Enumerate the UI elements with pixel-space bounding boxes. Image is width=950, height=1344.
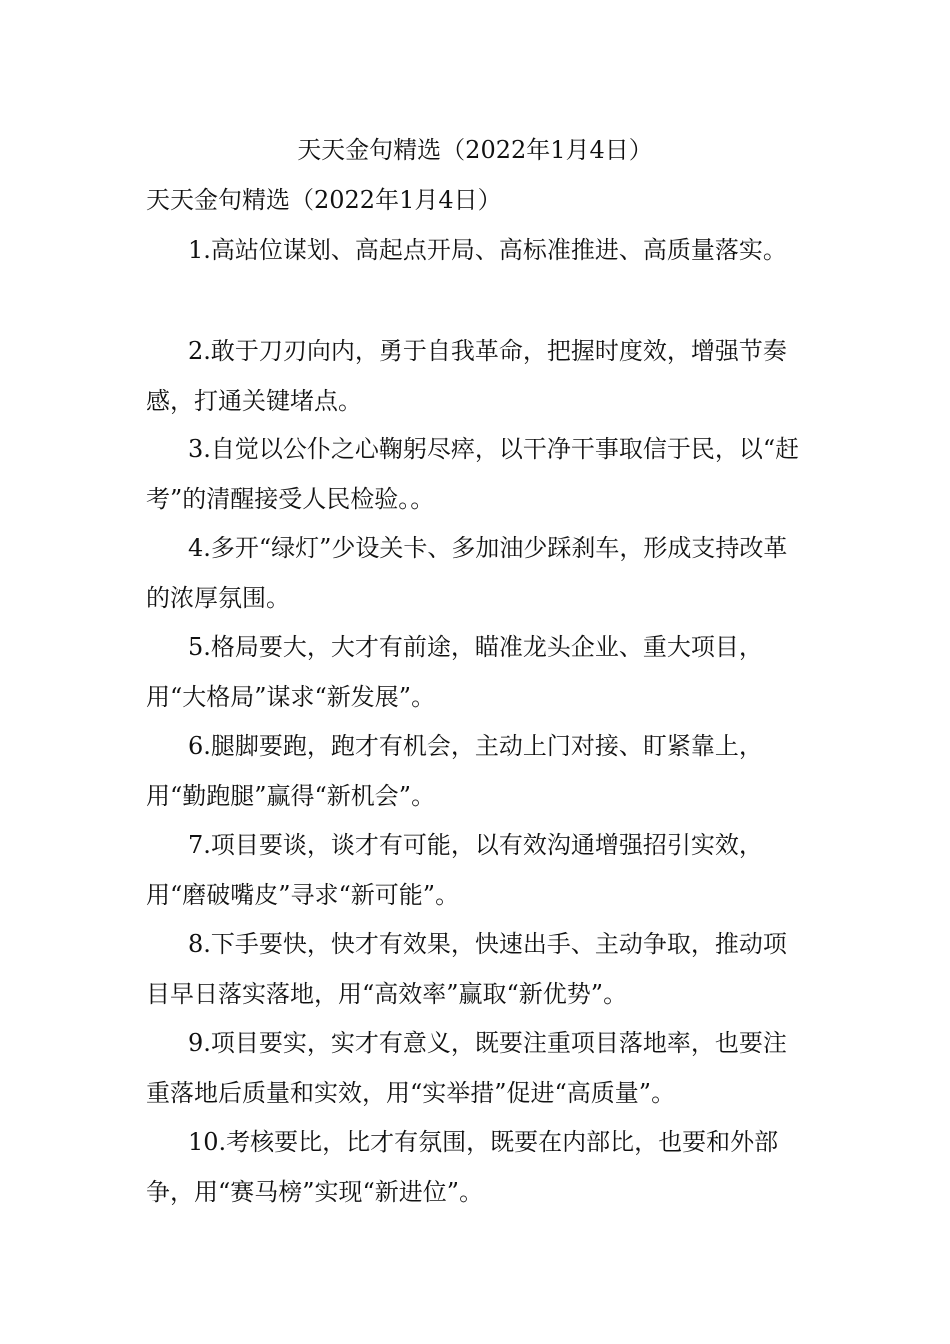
list-item-7: 7.项目要谈，谈才有可能，以有效沟通增强招引实效，用“磨破嘴皮”寻求“新可能”。 xyxy=(146,831,763,909)
list-item-6: 6.腿脚要跑，跑才有机会，主动上门对接、盯紧靠上，用“勤跑腿”赢得“新机会”。 xyxy=(146,732,763,810)
document-title: 天天金句精选（2022年1月4日） xyxy=(297,136,653,164)
list-item-9: 9.项目要实，实才有意义，既要注重项目落地率，也要注重落地后质量和实效，用“实举措”促进“高质量”。 xyxy=(146,1029,787,1107)
list-item-2: 2.敢于刀刃向内，勇于自我革命，把握时度效，增强节奏感，打通关键堵点。 xyxy=(146,337,787,415)
list-item-5: 5.格局要大，大才有前途，瞄准龙头企业、重大项目，用“大格局”谋求“新发展”。 xyxy=(146,633,763,711)
list-item-1: 1.高站位谋划、高起点开局、高标准推进、高质量落实。 xyxy=(188,236,787,264)
document-subtitle: 天天金句精选（2022年1月4日） xyxy=(146,186,502,214)
list-item-10: 10.考核要比，比才有氛围，既要在内部比，也要和外部争，用“赛马榜”实现“新进位”。 xyxy=(146,1128,779,1206)
list-item-3: 3.自觉以公仆之心鞠躬尽瘁，以干净干事取信于民，以“赶考”的清醒接受人民检验。。 xyxy=(146,435,800,513)
list-item-4: 4.多开“绿灯”少设关卡、多加油少踩刹车，形成支持改革的浓厚氛围。 xyxy=(146,534,788,612)
list-item-8: 8.下手要快，快才有效果，快速出手、主动争取，推动项目早日落实落地，用“高效率”赢取“新优势”。 xyxy=(146,930,787,1008)
